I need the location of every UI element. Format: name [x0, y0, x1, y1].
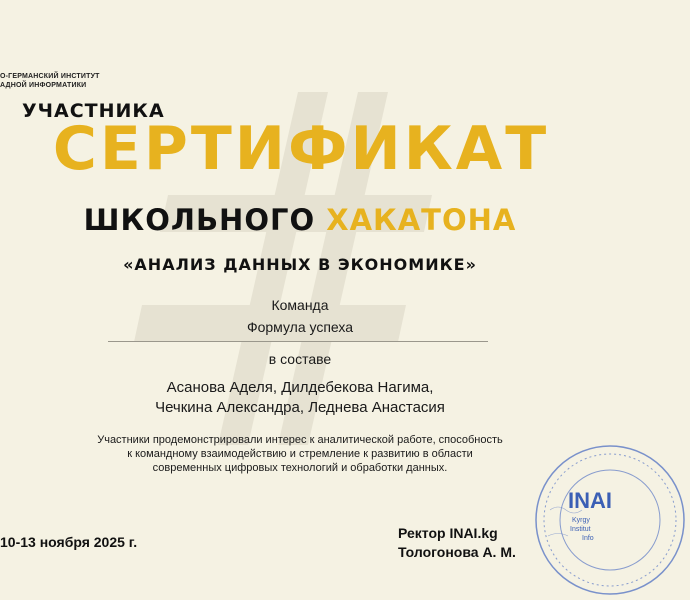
team-members-line-2: Чечкина Александра, Леднева Анастасия	[155, 399, 445, 416]
event-type-part1: ШКОЛЬНОГО	[83, 203, 316, 237]
institute-logo	[0, 72, 100, 90]
seal-main-text: INAI	[568, 488, 612, 513]
seal-text-2: Institut	[570, 526, 591, 533]
event-date: 10-13 ноября 2025 г.	[0, 534, 138, 550]
logo-line-1: О-ГЕРМАНСКИЙ ИНСТИТУТ	[0, 73, 100, 80]
description-line-3: современных цифровых технологий и обработки данных.	[152, 462, 448, 474]
logo-line-2: АДНОЙ ИНФОРМАТИКИ	[0, 82, 87, 89]
certificate-title: СЕРТИФИКАТ	[52, 114, 550, 184]
team-label: Команда	[271, 297, 329, 313]
event-topic: «АНАЛИЗ ДАННЫХ В ЭКОНОМИКЕ»	[123, 255, 477, 274]
rector-name: Тологонова А. М.	[398, 544, 516, 560]
seal-text-3: Info	[582, 535, 594, 542]
event-type	[0, 199, 600, 241]
description-line-2: к командному взаимодействию и стремление к развитию в области	[127, 448, 473, 460]
rector-title: Ректор INAI.kg	[398, 525, 498, 541]
team-name: Формула успеха	[246, 319, 354, 335]
team-members-line-1: Асанова Аделя, Дилдебекова Нагима,	[166, 379, 434, 396]
certificate-subtitle: УЧАСТНИКА	[22, 100, 165, 122]
description-line-1: Участники продемонстрировали интерес к аналитической работе, способность	[97, 434, 503, 446]
event-type-part2: ХАКАТОНА	[326, 203, 517, 237]
divider-line	[108, 341, 488, 342]
composition-label: в составе	[268, 351, 332, 367]
institute-seal-icon	[530, 440, 690, 600]
seal-text-1: Kyrgy	[572, 517, 590, 524]
rector-signature-block	[398, 524, 516, 562]
